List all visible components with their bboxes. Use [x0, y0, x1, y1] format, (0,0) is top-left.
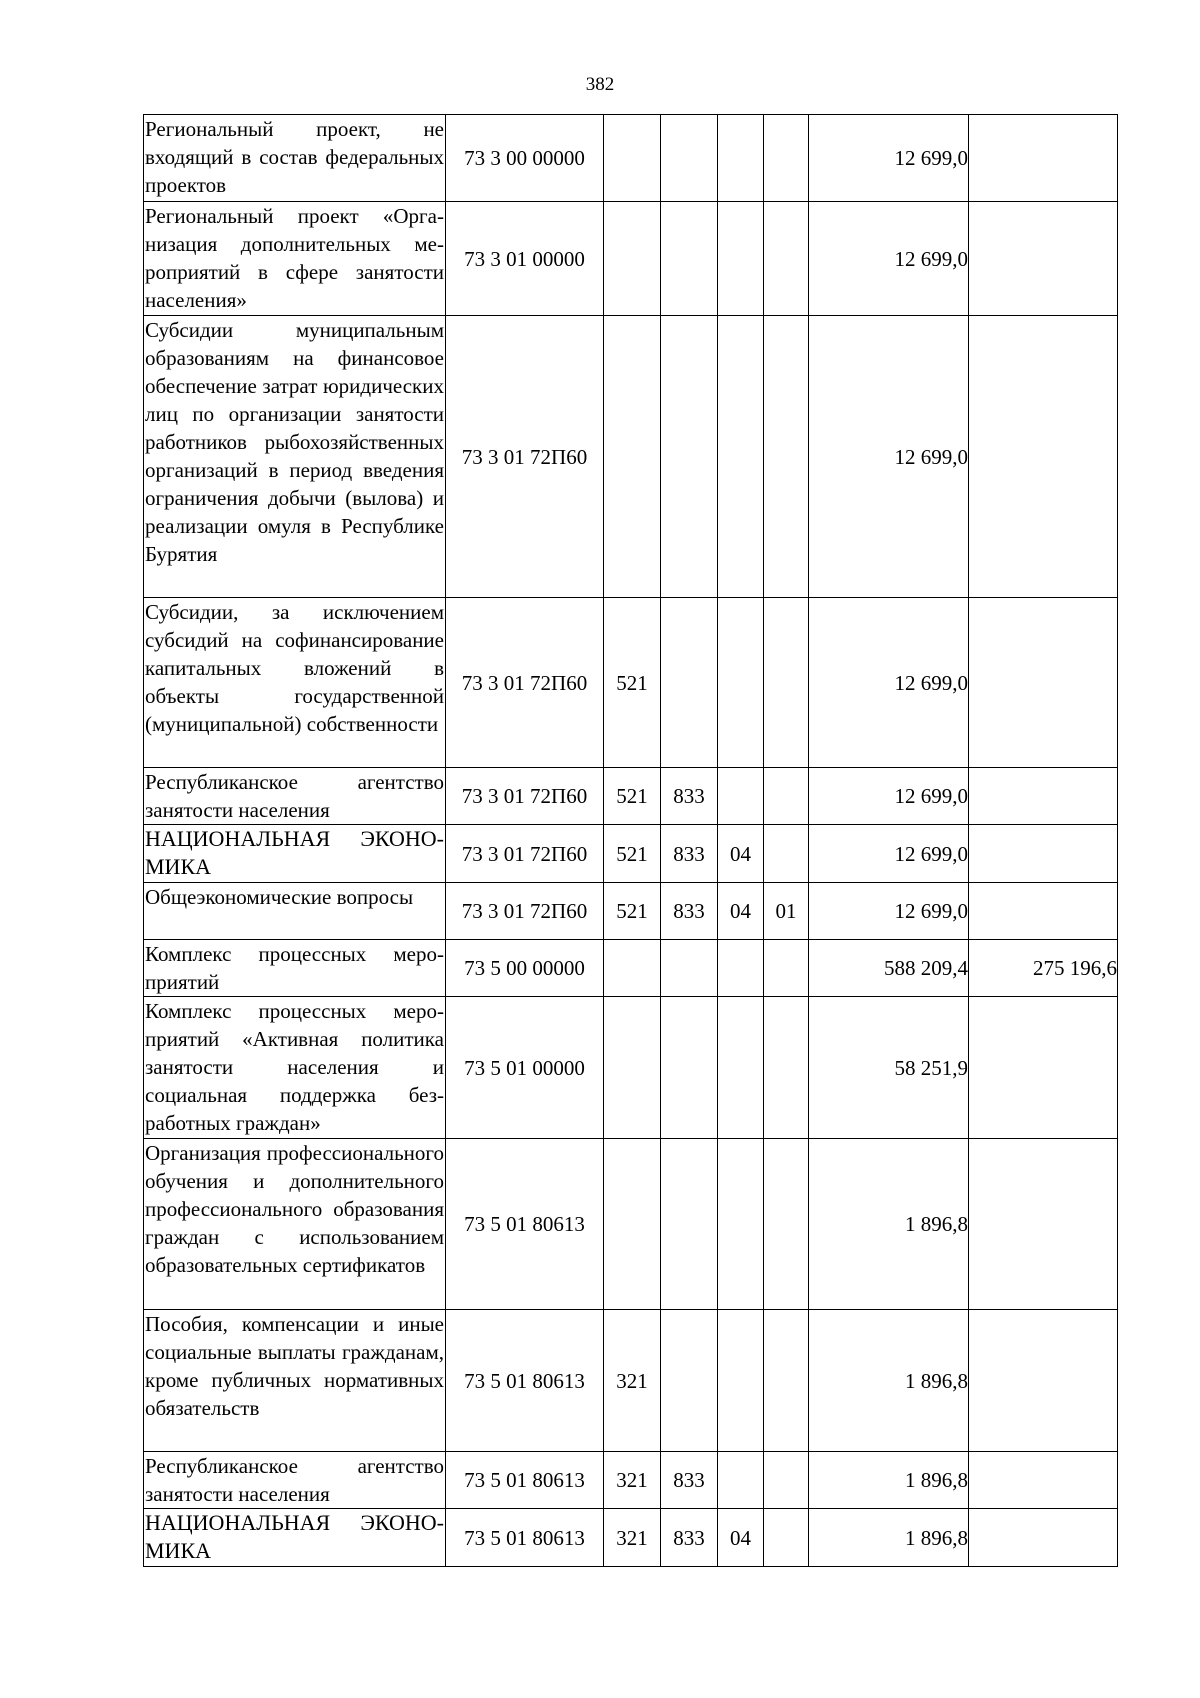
- row-sum-2: [969, 768, 1118, 825]
- row-sum-2: [969, 1310, 1118, 1452]
- row-target-code: 73 3 01 00000: [446, 202, 604, 316]
- row-sum-2: [969, 598, 1118, 768]
- row-target-code: 73 3 01 72П60: [446, 883, 604, 940]
- row-subsection: [764, 940, 809, 997]
- row-expense-type: 321: [604, 1452, 661, 1509]
- row-sum-1: 1 896,8: [809, 1509, 969, 1567]
- row-sum-1: 58 251,9: [809, 997, 969, 1139]
- row-admin-code: [661, 115, 718, 202]
- row-sum-1: 12 699,0: [809, 598, 969, 768]
- row-sum-1: 1 896,8: [809, 1310, 969, 1452]
- row-subsection: [764, 316, 809, 598]
- row-section: [718, 1452, 764, 1509]
- row-admin-code: [661, 598, 718, 768]
- row-sum-1: 12 699,0: [809, 825, 969, 883]
- row-expense-type: [604, 202, 661, 316]
- row-target-code: 73 3 01 72П60: [446, 825, 604, 883]
- row-expense-type: 321: [604, 1509, 661, 1567]
- row-sum-2: [969, 115, 1118, 202]
- row-target-code: 73 3 01 72П60: [446, 768, 604, 825]
- row-section: [718, 598, 764, 768]
- row-section: 04: [718, 1509, 764, 1567]
- row-name: Общеэкономические вопросы: [144, 883, 446, 940]
- row-sum-2: [969, 1509, 1118, 1567]
- row-admin-code: 833: [661, 883, 718, 940]
- row-sum-1: 12 699,0: [809, 768, 969, 825]
- row-name: Республиканское агентство занятости населения: [144, 1452, 446, 1509]
- row-admin-code: [661, 997, 718, 1139]
- row-name: Субсидии, за исключением субсидий на софинансирование капитальных вложений в объекты государственной (муниципальной) собственности: [144, 598, 446, 768]
- row-section: 04: [718, 825, 764, 883]
- row-name: Региональный проект, не входящий в состав федеральных проектов: [144, 115, 446, 202]
- row-section: [718, 316, 764, 598]
- row-expense-type: 321: [604, 1310, 661, 1452]
- row-expense-type: [604, 1139, 661, 1310]
- row-admin-code: [661, 940, 718, 997]
- row-name: НАЦИОНАЛЬНАЯ ЭКОНОМИКА: [144, 825, 446, 883]
- row-sum-2: [969, 1452, 1118, 1509]
- row-admin-code: [661, 1310, 718, 1452]
- row-section: [718, 768, 764, 825]
- row-expense-type: [604, 940, 661, 997]
- row-subsection: [764, 768, 809, 825]
- row-name: Региональный проект «Организация дополнительных мероприятий в сфере занятости населения»: [144, 202, 446, 316]
- row-name: Республиканское агентство занятости населения: [144, 768, 446, 825]
- table-row: [144, 598, 1118, 768]
- table-row: [144, 1139, 1118, 1310]
- row-sum-2: [969, 202, 1118, 316]
- row-admin-code: 833: [661, 1452, 718, 1509]
- row-subsection: [764, 598, 809, 768]
- table-row: [144, 940, 1118, 997]
- row-target-code: 73 5 01 80613: [446, 1452, 604, 1509]
- table-row: [144, 1509, 1118, 1567]
- row-sum-1: 12 699,0: [809, 316, 969, 598]
- row-expense-type: 521: [604, 825, 661, 883]
- row-target-code: 73 3 00 00000: [446, 115, 604, 202]
- row-name: Комплекс процессных мероприятий «Активная политика занятости населения и социальная поддержка безработных граждан»: [144, 997, 446, 1139]
- row-name: Пособия, компенсации и иные социальные выплаты гражданам, кроме публичных нормативных обязательств: [144, 1310, 446, 1452]
- row-sum-2: [969, 997, 1118, 1139]
- row-target-code: 73 3 01 72П60: [446, 598, 604, 768]
- table-body: [144, 115, 1118, 1567]
- row-subsection: [764, 997, 809, 1139]
- row-target-code: 73 3 01 72П60: [446, 316, 604, 598]
- row-subsection: [764, 1310, 809, 1452]
- row-admin-code: [661, 202, 718, 316]
- row-expense-type: 521: [604, 883, 661, 940]
- row-target-code: 73 5 01 80613: [446, 1509, 604, 1567]
- row-subsection: [764, 1139, 809, 1310]
- row-target-code: 73 5 01 00000: [446, 997, 604, 1139]
- row-section: [718, 940, 764, 997]
- table-row: [144, 202, 1118, 316]
- row-expense-type: 521: [604, 598, 661, 768]
- row-expense-type: [604, 997, 661, 1139]
- table-row: [144, 1452, 1118, 1509]
- row-subsection: [764, 825, 809, 883]
- row-expense-type: [604, 316, 661, 598]
- table-row: [144, 1310, 1118, 1452]
- row-subsection: [764, 1452, 809, 1509]
- table-row: [144, 115, 1118, 202]
- row-sum-2: [969, 883, 1118, 940]
- page-number: 382: [585, 74, 615, 95]
- row-sum-2: [969, 316, 1118, 598]
- row-target-code: 73 5 01 80613: [446, 1139, 604, 1310]
- row-target-code: 73 5 01 80613: [446, 1310, 604, 1452]
- table-row: [144, 316, 1118, 598]
- row-subsection: [764, 1509, 809, 1567]
- row-subsection: [764, 202, 809, 316]
- table-row: [144, 825, 1118, 883]
- row-sum-1: 1 896,8: [809, 1139, 969, 1310]
- row-sum-1: 12 699,0: [809, 202, 969, 316]
- row-section: 04: [718, 883, 764, 940]
- row-admin-code: 833: [661, 1509, 718, 1567]
- row-section: [718, 1310, 764, 1452]
- row-subsection: 01: [764, 883, 809, 940]
- row-name: НАЦИОНАЛЬНАЯ ЭКОНОМИКА: [144, 1509, 446, 1567]
- row-section: [718, 997, 764, 1139]
- row-sum-1: 12 699,0: [809, 115, 969, 202]
- table-row: [144, 883, 1118, 940]
- row-admin-code: 833: [661, 768, 718, 825]
- row-sum-1: 12 699,0: [809, 883, 969, 940]
- row-name: Комплекс процессных мероприятий: [144, 940, 446, 997]
- row-sum-2: [969, 825, 1118, 883]
- row-expense-type: 521: [604, 768, 661, 825]
- row-sum-2: 275 196,6: [969, 940, 1118, 997]
- row-admin-code: [661, 316, 718, 598]
- row-sum-1: 588 209,4: [809, 940, 969, 997]
- row-admin-code: [661, 1139, 718, 1310]
- table-row: [144, 997, 1118, 1139]
- row-expense-type: [604, 115, 661, 202]
- row-subsection: [764, 115, 809, 202]
- row-section: [718, 202, 764, 316]
- row-section: [718, 115, 764, 202]
- row-admin-code: 833: [661, 825, 718, 883]
- row-target-code: 73 5 00 00000: [446, 940, 604, 997]
- row-name: Субсидии муниципальным образованиям на финансовое обеспечение затрат юридических лиц по организации занятости работников рыбохозяйственных организаций в период введения ограничения добычи (вылова) и реализации омуля в Республике Бурятия: [144, 316, 446, 598]
- row-sum-1: 1 896,8: [809, 1452, 969, 1509]
- table-row: [144, 768, 1118, 825]
- row-section: [718, 1139, 764, 1310]
- budget-table: [143, 114, 1118, 1567]
- row-name: Организация профессионального обучения и дополнительного профессионального образования граждан с использованием образовательных сертификатов: [144, 1139, 446, 1310]
- row-sum-2: [969, 1139, 1118, 1310]
